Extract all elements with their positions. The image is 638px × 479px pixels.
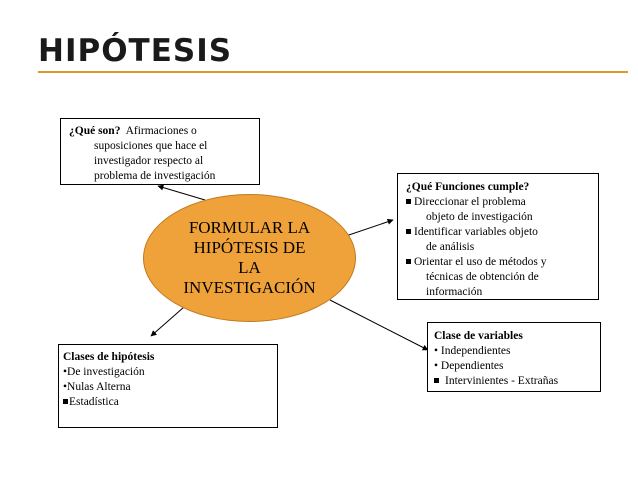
clases-hipotesis-item: Estadística	[63, 395, 271, 410]
funciones-heading: ¿Qué Funciones cumple?	[406, 181, 530, 193]
clases-hipotesis-box	[58, 344, 278, 428]
que-son-text-first: Afirmaciones o	[125, 125, 197, 137]
funciones-item-cont: de análisis	[426, 241, 475, 253]
funciones-item: Direccionar el problema	[406, 195, 593, 210]
clase-variables-heading: Clase de variables	[434, 330, 523, 342]
clase-variables-box	[427, 322, 601, 392]
clase-variables-item: Intervinientes - Extrañas	[434, 374, 595, 389]
page-title: HIPÓTESIS	[38, 33, 233, 69]
clase-variables-item: • Dependientes	[434, 360, 504, 372]
funciones-item: Identificar variables objeto	[406, 225, 593, 240]
funciones-item-cont: objeto de investigación	[426, 211, 533, 223]
clases-hipotesis-item: •Nulas Alterna	[63, 381, 131, 393]
square-bullet-icon	[406, 229, 411, 234]
clase-variables-item: • Independientes	[434, 345, 511, 357]
que-son-box	[60, 118, 260, 185]
square-bullet-icon	[434, 378, 439, 383]
square-bullet-icon	[406, 259, 411, 264]
central-concept-text: FORMULAR LA HIPÓTESIS DE LA INVESTIGACIÓN	[183, 218, 316, 297]
que-son-label: ¿Qué son?	[69, 125, 121, 137]
square-bullet-icon	[63, 399, 68, 404]
que-son-line: problema de investigación	[94, 170, 216, 182]
funciones-box	[397, 173, 599, 300]
central-concept-ellipse	[143, 194, 356, 322]
arrow-to-clase-variables	[330, 300, 428, 350]
square-bullet-icon	[406, 199, 411, 204]
clases-hipotesis-heading: Clases de hipótesis	[63, 351, 155, 363]
funciones-item: Orientar el uso de métodos y	[406, 255, 593, 270]
funciones-item-cont: técnicas de obtención de	[426, 271, 539, 283]
que-son-line: suposiciones que hace el	[94, 140, 208, 152]
funciones-item-cont: información	[426, 286, 483, 298]
clases-hipotesis-item: •De investigación	[63, 366, 145, 378]
arrow-to-que-son	[158, 186, 205, 200]
que-son-line: investigador respecto al	[94, 155, 204, 167]
